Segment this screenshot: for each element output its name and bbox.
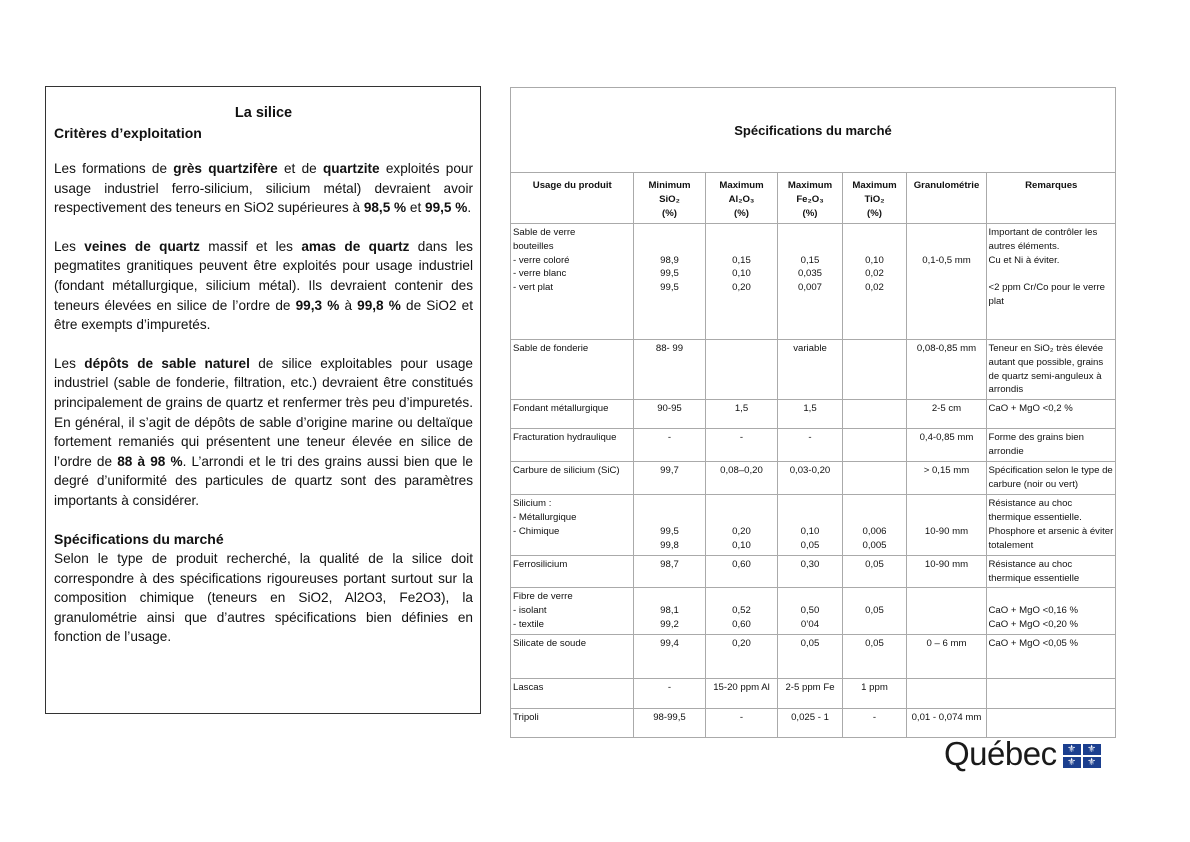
table-row [511,429,1115,462]
table-cell: Sable de fonderie [511,339,633,400]
table-cell: 10-90 mm [906,555,986,588]
table-cell: 0,05 [842,588,906,635]
table-cell: 90-95 [633,400,705,429]
table-cell: 98,7 [633,555,705,588]
table-cell: Résistance au choc thermique essentielle [986,555,1115,588]
table-cell: 0,03-0,20 [777,462,842,495]
table-cell: - [705,709,777,737]
emphasis-text: veines de quartz [84,238,200,254]
table-cell: - [633,679,705,709]
emphasis-text: grès quartzifère [173,161,278,176]
column-header: Granulométrie [906,173,986,223]
body-text: . L’arrondi et le tri des grains aussi bien que le degré d’uniformité des particules de quartz sont des paramètres importants à considérer. [54,453,473,508]
table-header-row [511,173,1115,223]
table-cell: 2-5 ppm Fe [777,679,842,709]
table-cell [842,339,906,400]
body-text: massif et les [199,238,302,254]
body-text: Les [54,238,85,254]
table-row [511,709,1115,737]
table-cell: 0,15 0,035 0,007 [777,223,842,339]
table-cell: 98-99,5 [633,709,705,737]
table-cell: 0,52 0,60 [705,588,777,635]
table-title: Spécifications du marché [511,88,1115,173]
table-cell: - [633,429,705,462]
paragraph-sandstone-quartzite [54,159,473,218]
table-cell: - [705,429,777,462]
table-cell: 0,025 - 1 [777,709,842,737]
emphasis-text: quartzite [322,161,380,176]
table-cell: Sable de verre bouteilles - verre coloré - verre blanc - vert plat [511,223,633,339]
column-header: Usage du produit [511,173,633,223]
table-cell: 98,1 99,2 [633,588,705,635]
table-row [511,339,1115,400]
column-header: Maximum Al₂O₃ (%) [705,173,777,223]
table-cell: 2-5 cm [906,400,986,429]
body-text: de SiO2 et être exempts d’impuretés. [54,297,473,333]
table-cell: 98,9 99,5 99,5 [633,223,705,339]
column-header: Minimum SiO₂ (%) [633,173,705,223]
table-cell: 0,08-0,85 mm [906,339,986,400]
emphasis-text: dépôts de sable naturel [84,355,250,371]
fleur-de-lis-icon: ⚜ [1083,757,1101,768]
table-cell: CaO + MgO <0,2 % [986,400,1115,429]
table-cell: 0,10 0,02 0,02 [842,223,906,339]
section-heading-criteria: Critères d’exploitation [54,125,202,141]
table-cell: 0,15 0,10 0,20 [705,223,777,339]
fleur-de-lis-icon: ⚜ [1063,757,1081,768]
body-text: et [406,200,426,216]
table-cell: Ferrosilicium [511,555,633,588]
column-header: Maximum TiO₂ (%) [842,173,906,223]
table-cell: 0,08–0,20 [705,462,777,495]
body-text: dans les pegmatites granitiques peuvent être exploités pour usage industriel (fondant métallurgique, silicium métal). Ils devraient contenir des teneurs élevées en silice de l’ordre de [54,238,473,313]
table-cell: 0,4-0,85 mm [906,429,986,462]
paragraph-market-specs: Selon le type de produit recherché, la qualité de la silice doit correspondre à des spécifications rigoureuses portant surtout sur la composition chimique (teneurs en SiO2, Al2O3, Fe2O3), la granulométrie ainsi que d’autres spécifications bien définies en fonction de l’usage. [54,551,473,645]
silica-text-box [45,86,481,714]
table-cell: 88- 99 [633,339,705,400]
table-cell: 0 – 6 mm [906,635,986,679]
emphasis-text: 98,5 % [363,200,407,216]
table-cell: Teneur en SiO₂ très élevée autant que possible, grains de quartz semi-anguleux à arrondis [986,339,1115,400]
table-cell: Carbure de silicium (SiC) [511,462,633,495]
section-heading-market-specs: Spécifications du marché [54,530,224,547]
table-cell: Fracturation hydraulique [511,429,633,462]
emphasis-text: amas de quartz [301,238,410,254]
table-cell: CaO + MgO <0,05 % [986,635,1115,679]
table-cell [705,339,777,400]
table-cell: Lascas [511,679,633,709]
table-cell: variable [777,339,842,400]
table-cell: 99,4 [633,635,705,679]
emphasis-text: 99,5 % [425,200,468,216]
paragraph-natural-sand [54,354,473,511]
body-text: exploités pour usage industriel ferro-silicium, silicium métal) devraient avoir respectivement des teneurs en SiO2 supérieures à [54,161,473,216]
quebec-wordmark: Québec [944,735,1057,772]
table-cell: 0,05 [842,635,906,679]
table-cell: Fondant métallurgique [511,400,633,429]
table-cell: 0,01 - 0,074 mm [906,709,986,737]
table-cell: - [777,429,842,462]
table-cell: 0,60 [705,555,777,588]
column-header: Remarques [986,173,1115,223]
fleur-de-lis-icon: ⚜ [1063,744,1081,755]
table-cell: Résistance au choc thermique essentielle. Phosphore et arsenic à éviter totalement [986,494,1115,555]
paragraph-quartz-veins [54,237,473,335]
table-cell [986,709,1115,737]
document-title: La silice [234,105,293,121]
table-cell: 0,50 0’04 [777,588,842,635]
table-row [511,679,1115,709]
table-row [511,555,1115,588]
emphasis-text: 99,3 % [295,297,340,313]
quebec-flag-icon [1063,744,1101,768]
table-cell: Spécification selon le type de carbure (noir ou vert) [986,462,1115,495]
body-text: de silice exploitables pour usage industriel (sable de fonderie, filtration, etc.) devraient être constitués principalement de grains de quartz et renfermer très peu d’impuretés. En général, il s’agit de dépôts de sable d’origine marine ou deltaïque fortement remaniés qui présentent une teneur élevée en silice de l’ordre de [54,355,473,469]
table-cell: 0,20 [705,635,777,679]
body-text: et de [277,161,323,176]
quebec-logo [944,735,1101,773]
table-cell [842,400,906,429]
specifications-grid [511,173,1115,737]
table-cell: 1 ppm [842,679,906,709]
table-cell [842,429,906,462]
table-cell: Forme des grains bien arrondie [986,429,1115,462]
market-specifications-table [510,87,1116,738]
body-text: . [467,200,472,216]
table-cell: CaO + MgO <0,16 % CaO + MgO <0,20 % [986,588,1115,635]
table-row [511,223,1115,339]
table-cell: Tripoli [511,709,633,737]
fleur-de-lis-icon: ⚜ [1083,744,1101,755]
table-cell: 0,30 [777,555,842,588]
table-cell: 99,5 99,8 [633,494,705,555]
emphasis-text: 88 à 98 % [117,453,183,469]
table-row [511,462,1115,495]
table-row [511,588,1115,635]
table-cell: 0,20 0,10 [705,494,777,555]
table-cell [842,462,906,495]
table-row [511,494,1115,555]
table-cell: 0,05 [777,635,842,679]
table-cell: 0,006 0,005 [842,494,906,555]
table-row [511,635,1115,679]
table-cell: > 0,15 mm [906,462,986,495]
table-cell: - [842,709,906,737]
table-cell: 10-90 mm [906,494,986,555]
table-cell: Silicium : - Métallurgique - Chimique [511,494,633,555]
body-text: Les formations de [54,161,174,176]
table-cell: 1,5 [705,400,777,429]
table-cell: Silicate de soude [511,635,633,679]
body-text: à [339,297,358,313]
column-header: Maximum Fe₂O₃ (%) [777,173,842,223]
emphasis-text: 99,8 % [357,297,401,313]
table-cell: 0,10 0,05 [777,494,842,555]
table-cell: 0,1-0,5 mm [906,223,986,339]
table-cell: 15-20 ppm Al [705,679,777,709]
table-row [511,400,1115,429]
body-text: Les [54,355,85,371]
table-cell: 99,7 [633,462,705,495]
table-cell: Important de contrôler les autres éléments. Cu et Ni à éviter. <2 ppm Cr/Co pour le verre plat [986,223,1115,339]
table-cell: 1,5 [777,400,842,429]
table-cell: 0,05 [842,555,906,588]
table-cell [906,588,986,635]
table-cell [906,679,986,709]
table-cell: Fibre de verre - isolant - textile [511,588,633,635]
table-cell [986,679,1115,709]
